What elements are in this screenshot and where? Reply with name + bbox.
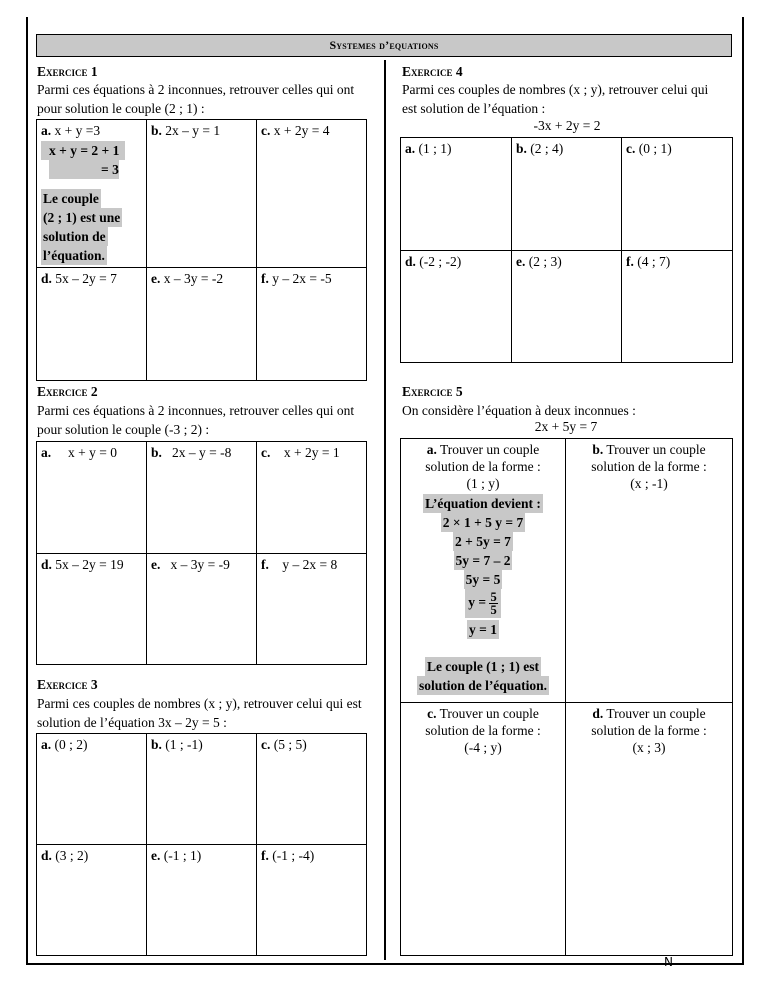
exercise-2-title: Exercice 2 (37, 384, 98, 399)
ex1-work-line2: = 3 (49, 160, 119, 179)
ex5-cell-d: d. Trouver un couple solution de la forme : (x ; 3) (566, 703, 733, 956)
ex2-cell-a: a. x + y = 0 (37, 442, 147, 554)
ex5-work-step-1: 2 × 1 + 5 y = 7 (442, 515, 524, 530)
ex5-work-step-3: 5y = 7 – 2 (455, 553, 511, 568)
exercise-5-equation: 2x + 5y = 7 (534, 419, 598, 434)
ex3-cell-f: f. (-1 ; -4) (257, 845, 367, 956)
ex5-work-fraction: y = $\frac{5}{5}$ (465, 589, 500, 618)
ex4-cell-e: e. (2 ; 3) (512, 251, 622, 363)
exercise-3-intro: Parmi ces couples de nombres (x ; y), retrouver celui qui est solution de l’équation 3x – 2y = 5 : (37, 696, 362, 730)
page-title: Systemes d’equations (36, 34, 732, 57)
ex1-conclusion: Le couple (2 ; 1) est une solution de l’équation. (43, 191, 121, 263)
ex5-cell-b: b. Trouver un couple solution de la forme : (x ; -1) (566, 439, 733, 703)
exercise-4-intro: Parmi ces couples de nombres (x ; y), retrouver celui qui est solution de l’équation : (402, 82, 709, 116)
exercise-5-intro: On considère l’équation à deux inconnues : (402, 403, 636, 418)
ex4-cell-f: f. (4 ; 7) (622, 251, 733, 363)
ex5-conclusion-line2: solution de l’équation. (419, 678, 547, 693)
ex3-cell-a: a. (0 ; 2) (37, 734, 147, 845)
ex4-cell-d: d. (-2 ; -2) (401, 251, 512, 363)
exercise-2-grid (36, 441, 367, 665)
ex3-cell-d: d. (3 ; 2) (37, 845, 147, 956)
ex3-cell-e: e. (-1 ; 1) (147, 845, 257, 956)
ex5-work-intro: L’équation devient : (425, 496, 541, 511)
ex2-cell-b: b. 2x – y = -8 (147, 442, 257, 554)
ex4-cell-a: a. (1 ; 1) (401, 138, 512, 251)
ex2-cell-d: d. 5x – 2y = 19 (37, 554, 147, 665)
ex1-cell-b: b. 2x – y = 1 (147, 120, 257, 268)
exercise-2-intro: Parmi ces équations à 2 inconnues, retrouver celles qui ont pour solution le couple (-3 ; 2) : (37, 403, 355, 437)
ex5-work-step-4: 5y = 5 (465, 572, 501, 587)
exercise-4-grid (400, 137, 733, 363)
exercise-1-title: Exercice 1 (37, 64, 98, 79)
ex5-cell-a: a. Trouver un couple solution de la forme : (1 ; y) L’équation devient : 2 × 1 + 5 y = 7 2 + 5y = 7 5y = 7 – 2 5y = 5 y = $\frac{5}{5}$ y = 1 Le couple (1 ; 1) est solution de l’équation. (401, 439, 566, 703)
ex1-cell-c: c. x + 2y = 4 (257, 120, 367, 268)
ex1-cell-a: a. x + y =3 x + y = 2 + 1 = 3 Le couple (2 ; 1) est une solution de l’équation. (37, 120, 147, 268)
ex4-cell-b: b. (2 ; 4) (512, 138, 622, 251)
ex1-cell-d: d. 5x – 2y = 7 (37, 268, 147, 381)
ex3-cell-b: b. (1 ; -1) (147, 734, 257, 845)
ex5-cell-c: c. Trouver un couple solution de la forme : (-4 ; y) (401, 703, 566, 956)
exercise-3-grid (36, 733, 367, 956)
exercise-1-intro: Parmi ces équations à 2 inconnues, retrouver celles qui ont pour solution le couple (2 ; 1) : (37, 82, 355, 116)
ex4-cell-c: c. (0 ; 1) (622, 138, 733, 251)
corner-mark: N (664, 955, 673, 969)
exercise-4-title: Exercice 4 (402, 64, 463, 79)
exercise-1-grid (36, 119, 367, 381)
ex1-cell-e: e. x – 3y = -2 (147, 268, 257, 381)
ex1-cell-f: f. y – 2x = -5 (257, 268, 367, 381)
exercise-5-grid (400, 438, 733, 956)
ex2-cell-c: c. x + 2y = 1 (257, 442, 367, 554)
ex1-work-line1: x + y = 2 + 1 (41, 141, 125, 160)
ex3-cell-c: c. (5 ; 5) (257, 734, 367, 845)
exercise-3-title: Exercice 3 (37, 677, 98, 692)
column-divider (384, 60, 386, 960)
exercise-4-equation: -3x + 2y = 2 (533, 118, 601, 133)
ex2-cell-f: f. y – 2x = 8 (257, 554, 367, 665)
ex5-work-step-2: 2 + 5y = 7 (455, 534, 511, 549)
ex2-cell-e: e. x – 3y = -9 (147, 554, 257, 665)
ex5-work-result: y = 1 (469, 622, 497, 637)
ex5-conclusion-line1: Le couple (1 ; 1) est (426, 659, 540, 674)
exercise-5-title: Exercice 5 (402, 384, 463, 399)
